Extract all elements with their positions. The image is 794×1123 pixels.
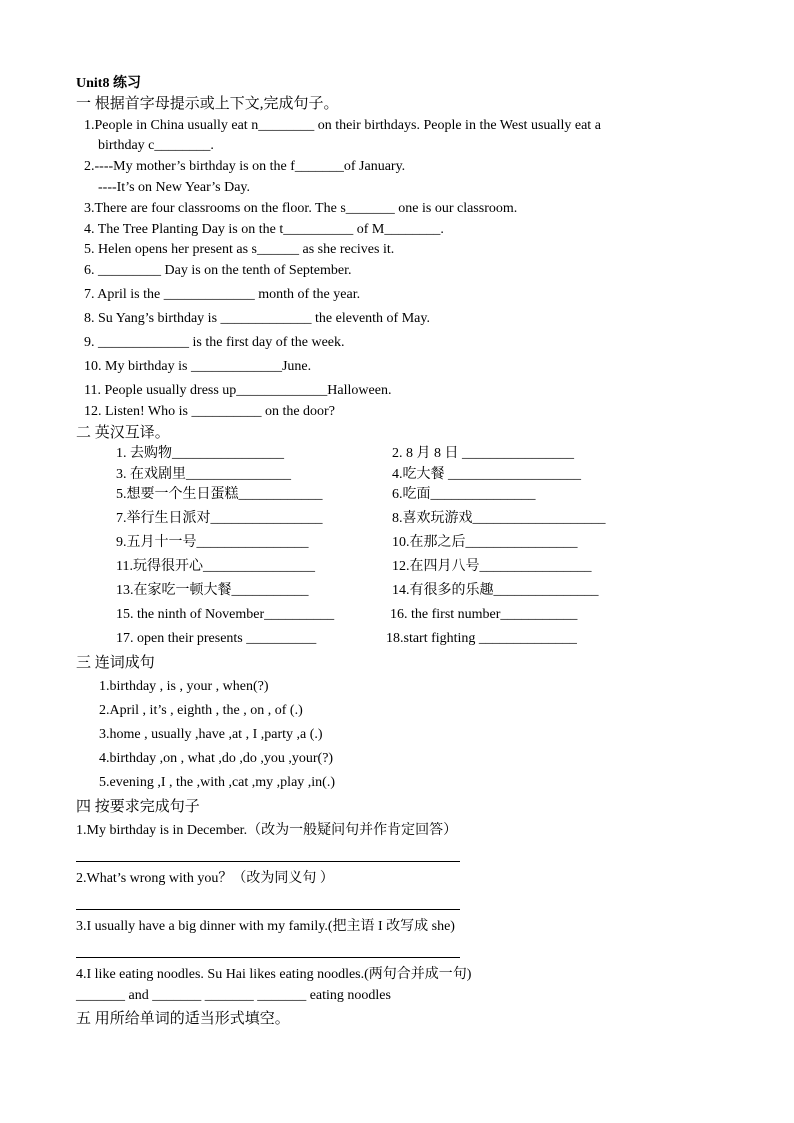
part2-right: 10.在那之后________________ [392, 535, 578, 550]
answer-line[interactable] [76, 861, 460, 862]
part1-line: 3.There are four classrooms on the floor. The s_______ one is our classroom. [84, 201, 518, 216]
part2-right: 12.在四月八号________________ [392, 559, 592, 574]
part1-line: birthday c________. [98, 138, 214, 153]
part2-left: 3. 在戏剧里_______________ [116, 467, 291, 482]
part2-left: 5.想要一个生日蛋糕____________ [116, 487, 323, 502]
part2-right: 2. 8 月 8 日 ________________ [392, 446, 574, 461]
part1-line: 4. The Tree Planting Day is on the t__________ of M________. [84, 222, 444, 237]
section-2-heading: 二 英汉互译。 [76, 425, 170, 441]
part2-left: 7.举行生日派对________________ [116, 511, 323, 526]
part1-line: 8. Su Yang’s birthday is _____________ the eleventh of May. [84, 311, 430, 326]
part4-line: _______ and _______ _______ _______ eating noodles [76, 988, 391, 1003]
part2-right: 16. the first number___________ [390, 607, 578, 622]
part4-line: 4.I like eating noodles. Su Hai likes eating noodles.(两句合并成一句) [76, 967, 472, 982]
part2-left: 11.玩得很开心________________ [116, 559, 315, 574]
part4-line: 3.I usually have a big dinner with my family.(把主语 I 改写成 she) [76, 919, 455, 934]
part2-left: 15. the ninth of November__________ [116, 607, 335, 622]
answer-line[interactable] [76, 909, 460, 910]
part1-line: 10. My birthday is _____________June. [84, 359, 312, 374]
part2-right: 6.吃面_______________ [392, 487, 536, 502]
part1-line: 11. People usually dress up_____________Halloween. [84, 383, 392, 398]
part2-right: 14.有很多的乐趣_______________ [392, 583, 599, 598]
part3-line: 3.home , usually ,have ,at , I ,party ,a (.) [99, 727, 323, 742]
part1-line: 7. April is the _____________ month of the year. [84, 287, 361, 302]
part3-line: 4.birthday ,on , what ,do ,do ,you ,your(?) [99, 751, 334, 766]
part1-line: ----It’s on New Year’s Day. [98, 180, 251, 195]
part2-left: 9.五月十一号________________ [116, 535, 309, 550]
part3-line: 1.birthday , is , your , when(?) [99, 679, 269, 694]
part1-line: 1.People in China usually eat n________ on their birthdays. People in the West usually eat a [84, 118, 601, 133]
part2-left: 13.在家吃一顿大餐___________ [116, 583, 309, 598]
part2-right: 4.吃大餐 ___________________ [392, 467, 581, 482]
section-4-heading: 四 按要求完成句子 [76, 799, 200, 815]
part1-line: 9. _____________ is the first day of the week. [84, 335, 345, 350]
part2-right: 18.start fighting ______________ [386, 631, 577, 646]
part2-left: 1. 去购物________________ [116, 446, 284, 461]
part1-line: 6. _________ Day is on the tenth of September. [84, 263, 352, 278]
part1-line: 5. Helen opens her present as s______ as she recives it. [84, 242, 395, 257]
part2-right: 8.喜欢玩游戏___________________ [392, 511, 606, 526]
part1-line: 2.----My mother’s birthday is on the f_______of January. [84, 159, 406, 174]
part3-line: 2.April , it’s , eighth , the , on , of (.) [99, 703, 303, 718]
part1-line: 12. Listen! Who is __________ on the door? [84, 404, 335, 419]
worksheet-title: Unit8 练习 [76, 76, 141, 91]
section-5-heading: 五 用所给单词的适当形式填空。 [76, 1011, 290, 1027]
part3-line: 5.evening ,I , the ,with ,cat ,my ,play ,in(.) [99, 775, 335, 790]
answer-line[interactable] [76, 957, 460, 958]
part4-line: 2.What’s wrong with you？（改为同义句 ） [76, 871, 334, 886]
section-3-heading: 三 连词成句 [76, 655, 155, 671]
section-1-heading: 一 根据首字母提示或上下文,完成句子。 [76, 96, 339, 112]
part2-left: 17. open their presents __________ [116, 631, 317, 646]
part4-line: 1.My birthday is in December.（改为一般疑问句并作肯定回答） [76, 823, 458, 838]
